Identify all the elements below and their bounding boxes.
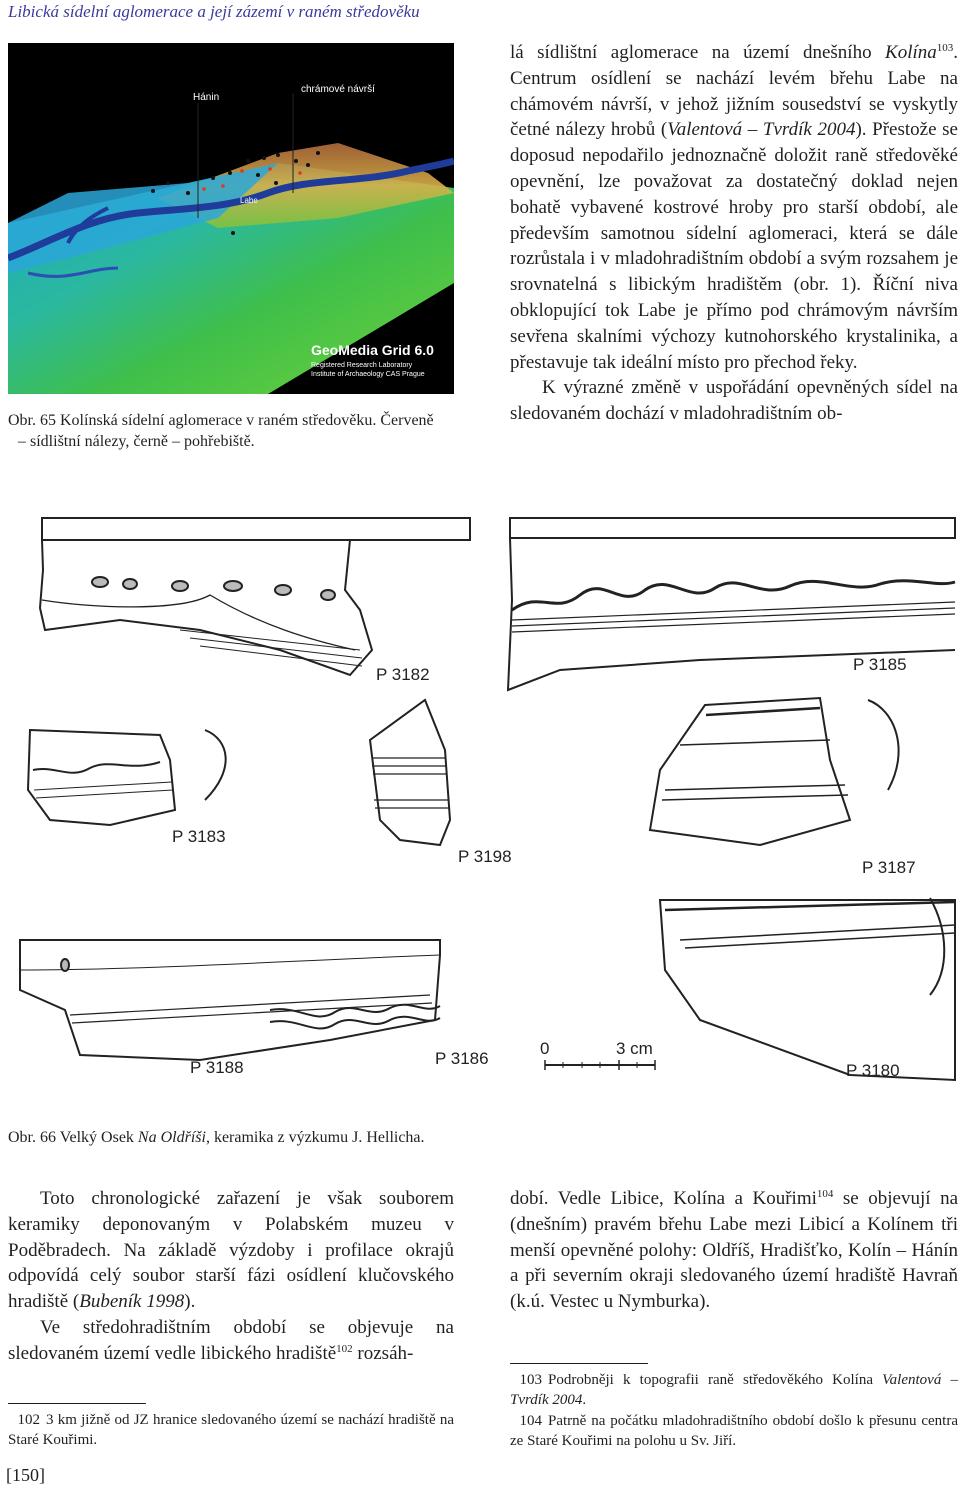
- sherd-label-3180: P 3180: [846, 1061, 900, 1080]
- sherd-label-3188: P 3188: [190, 1058, 244, 1077]
- text-run: .: [582, 1392, 587, 1408]
- text-run: Toto chronologické zařazení je však souborem keramiky deponovaným v Polabském muzeu v Poděbradech. Na základě výzdoby i profilace okrajů odpovídá celý soubor starší fázi osídlení klučovského hradiště (: [8, 1188, 454, 1313]
- figure-65-caption-line1: Obr. 65 Kolínská sídelní aglomerace v raném středověku. Červeně: [8, 412, 434, 429]
- paragraph-kolin: [510, 40, 958, 375]
- footnote-rule-left: [8, 1403, 146, 1404]
- sherd-label-3187: P 3187: [862, 858, 916, 877]
- site-name-italic: Na Oldříši: [137, 1129, 206, 1146]
- text-run: lá sídlištní aglomerace na území dnešního: [510, 42, 886, 63]
- software-credit-line1: Registered Research Laboratory: [311, 362, 413, 369]
- figure-66-caption: [8, 1127, 608, 1148]
- citation-italic: Bubeník 1998: [79, 1291, 185, 1313]
- footnote-text: Podrobněji k topografii raně středověkého Kolína: [548, 1372, 883, 1388]
- text-run: Obr. 66 Velký Osek: [8, 1129, 138, 1146]
- right-column-text: [510, 40, 958, 427]
- footnote-number: 103: [519, 1372, 542, 1388]
- footnote-104: [510, 1411, 958, 1451]
- software-title: GeoMedia Grid 6.0: [311, 342, 434, 358]
- bottom-left-column-text: [8, 1186, 454, 1367]
- sherd-label-3183: P 3183: [172, 827, 226, 846]
- paragraph-opevnene-polohy: [510, 1186, 958, 1315]
- footnote-ref: 104: [816, 1188, 834, 1200]
- map-label-hanin: Hánin: [193, 92, 220, 103]
- footnote-rule-right: [510, 1363, 648, 1364]
- footnote-102: [8, 1410, 454, 1450]
- sherd-label-3198: P 3198: [458, 847, 512, 866]
- paragraph-chronology: [8, 1186, 454, 1315]
- sherd-label-3182: P 3182: [376, 665, 430, 684]
- paragraph-mladohradistni: K výrazné změně v uspořádání opevněných sídel na sledovaném dochází v mladohradištním ob-: [510, 377, 958, 425]
- sherd-label-3185: P 3185: [853, 655, 907, 674]
- sherd-label-3186: P 3186: [435, 1049, 489, 1068]
- footnote-ref: 103: [936, 42, 954, 54]
- figure-65-caption-line2: – sídlištní nálezy, černě – pohřebiště.: [18, 433, 255, 450]
- text-run: rozsáh-: [352, 1342, 414, 1364]
- scale-label-end: 3 cm: [616, 1039, 653, 1058]
- paragraph-stredohradistni: [8, 1315, 454, 1367]
- footnote-text: 3 km jižně od JZ hranice sledovaného území se nachází hradiště na Staré Kouřimi.: [8, 1412, 454, 1448]
- citation-italic: Valentová – Tvrdík 2004: [667, 119, 856, 141]
- text-run: . Centrum osídlení se nachází levém břehu Labe na chámovém návrší, v jehož jižním sousedství se vyskytly četné nálezy hrobů (: [510, 42, 958, 141]
- map-label-labe: Labe: [240, 196, 258, 205]
- footnote-number: 102: [17, 1412, 40, 1428]
- map-label-chramove-navrsi: chrámové návrší: [301, 84, 375, 95]
- text-run: , keramika z výzkumu J. Hellicha.: [205, 1129, 425, 1146]
- text-run: ).: [184, 1291, 196, 1313]
- text-run: dobí. Vedle Libice, Kolína a Kouřimi: [510, 1188, 817, 1209]
- footnote-ref: 102: [336, 1342, 353, 1355]
- text-run: se objevují na (dnešním) pravém břehu Labe mezi Libicí a Kolínem tři menší opevněné polohy: Oldříš, Hradišťko, Kolín – Hánín a při severním okraji sledovaného území hradiště Havraň (k.ú. Vestec u Nymburka).: [510, 1188, 958, 1313]
- footnote-103: [510, 1370, 958, 1410]
- citation-italic: Valentová – Tvrdík 2004: [510, 1372, 959, 1408]
- software-credit-line2: Institute of Archaeology CAS Prague: [311, 371, 425, 378]
- footnote-text: Patrně na počátku mladohradištního období došlo k přesunu centra ze Staré Kouřimi na polohu u Sv. Jiří.: [510, 1413, 958, 1449]
- figure-65-caption: [8, 410, 458, 452]
- terrain-map-figure: [8, 43, 454, 394]
- footnote-number: 104: [519, 1413, 542, 1429]
- place-name-italic: Kolína: [885, 42, 937, 63]
- pottery-plate-figure: [0, 500, 960, 1100]
- text-run: ). Přestože se doposud nepodařilo jednoznačně doložit raně středověké opevnění, lze považovat za dostatečný doklad nejen bohatě vybavené kostrové hroby pro starší období, ale především samotnou sídelní aglomeraci, která se dále rozrůstala i v mladohradištním období a svým rozsahem je srovnatelná s libickým hradištěm (obr. 1). Říční niva obklopující tok Labe je přímo pod chrámovým návrším sevřena skalními výchozy kutnohorského krystalinika, a přestavuje tak ideální místo pro přechod řeky.: [510, 119, 958, 373]
- text-run: Ve středohradištním období se objevuje na sledovaném území vedle libického hradiště: [8, 1316, 454, 1364]
- bottom-right-column-text: [510, 1186, 958, 1315]
- running-title: Libická sídelní aglomerace a její zázemí v raném středověku: [8, 2, 420, 21]
- page-number: [150]: [6, 1465, 45, 1485]
- scale-label-zero: 0: [540, 1039, 550, 1058]
